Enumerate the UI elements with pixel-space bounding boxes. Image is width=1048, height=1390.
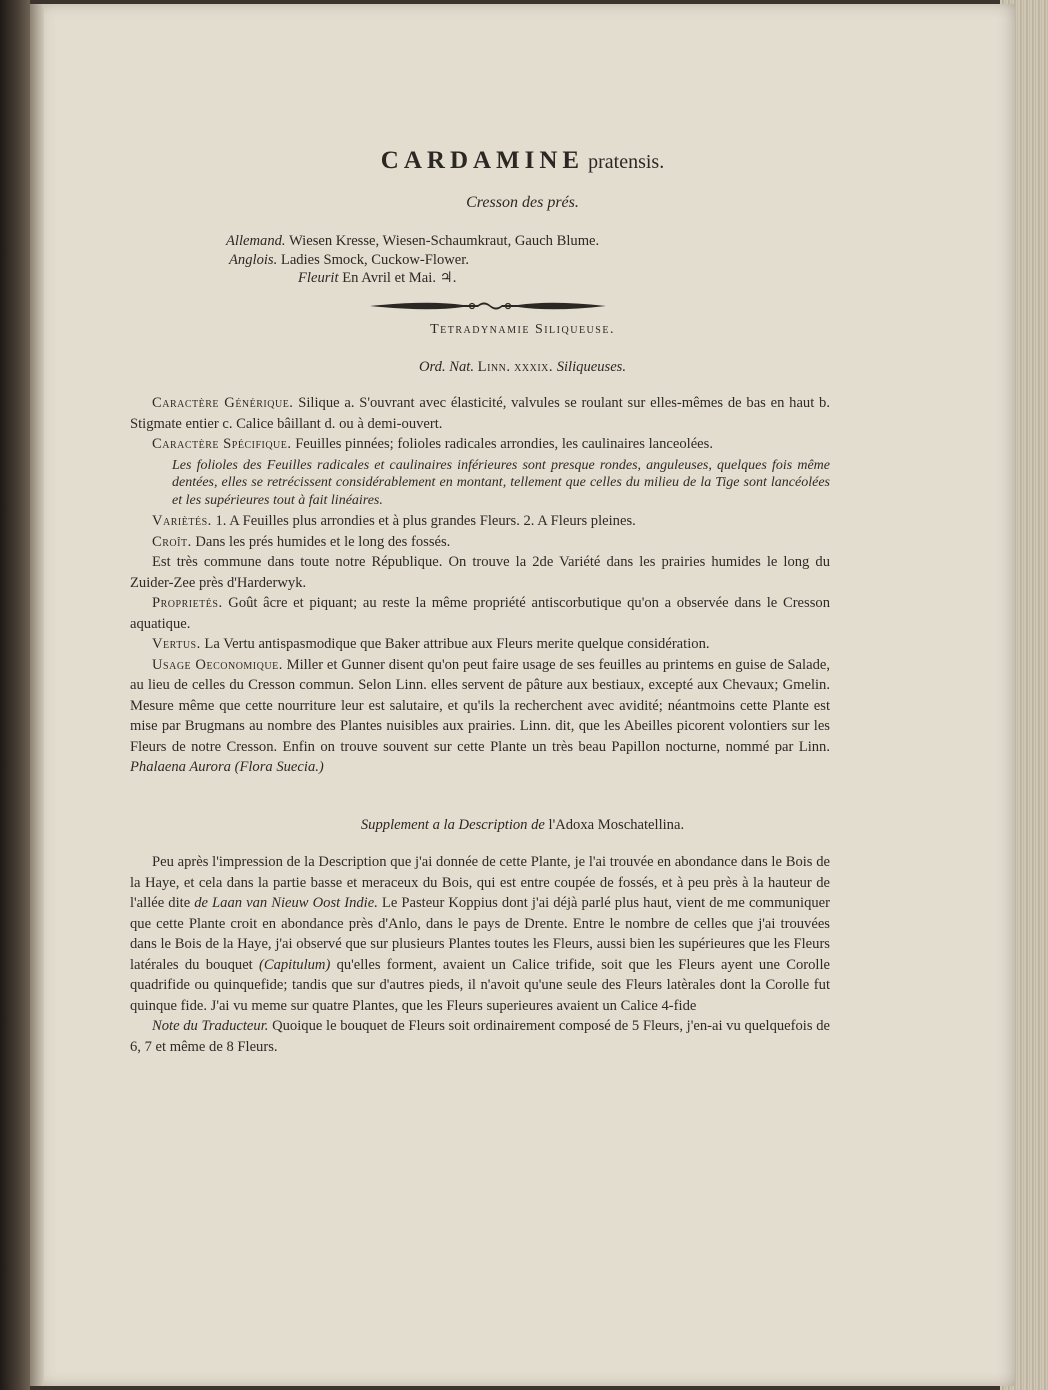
habitat — [130, 532, 830, 553]
background-desk — [0, 0, 30, 1390]
specific-label: Caractère Spécifique. — [152, 436, 292, 452]
supplement-italic-a: de Laan van Nieuw Oost Indie. — [190, 895, 378, 911]
economic-use — [130, 655, 830, 778]
label-flowering: Fleurit — [298, 270, 339, 286]
ordnat-number: xxxix. — [514, 359, 554, 375]
supplement-paragraph — [130, 852, 830, 1016]
varieties — [130, 511, 830, 532]
supplement-heading — [30, 817, 1015, 834]
page-title — [30, 147, 1015, 175]
translator-note-text: Quoique le bouquet de Fleurs soit ordinairement composé de 5 Fleurs, j'en-ai vu quelquefois de 6, 7 et même de 8 Fleurs. — [130, 1018, 830, 1055]
generic-character — [130, 393, 830, 434]
specific-character — [130, 434, 830, 455]
names-flowering — [226, 269, 599, 288]
translator-note — [130, 1016, 830, 1057]
translator-note-label: Note du Traducteur. — [152, 1018, 269, 1034]
properties — [130, 593, 830, 634]
names-english — [226, 251, 599, 270]
supplement-text-c: qu'elles forment, avaient un Calice trifide, soit que les Fleurs ayent une Corolle quadrifide ou quinquefide; tandis que sur d'autres pieds, il n'avoit qu'une seule des Fleurs latèrales dont la Corolle fut quinque fide. J'ai vu meme sur quatre Plantes, que les Fleurs superieures avaient un Calice 4-fide — [130, 956, 830, 1014]
ordnat-linn: Linn. — [477, 359, 511, 375]
virtues — [130, 634, 830, 655]
common-name: Cresson des prés. — [466, 194, 579, 211]
text-flowering: En Avril et Mai. ♃. — [342, 270, 457, 286]
varieties-text: 1. A Feuilles plus arrondies et à plus grandes Fleurs. 2. A Fleurs pleines. — [211, 513, 636, 529]
description-body — [130, 393, 830, 778]
title-genus: CARDAMINE — [380, 147, 585, 174]
supplement-text-b: Le Pasteur Koppius dont j'ai déjà parlé plus haut, vient de me communiquer que cette Plante croit en abondance près d'Anlo, dans le pays de Drente. Entre le nombre de celles que j'ai trouvées dans le Bois de la Haye, j'ai observé que sur plusieurs Plantes toutes les Fleurs, aussi bien les supérieures que les Fleurs latérales du bouquet — [130, 895, 830, 973]
label-german: Allemand. — [226, 233, 286, 249]
specific-text: Feuilles pinnées; folioles radicales arrondies, les caulinaires lanceolées. — [291, 436, 713, 452]
properties-text: Goût âcre et piquant; au reste la même propriété antiscorbutique qu'on a observée dans le Cresson aquatique. — [130, 595, 830, 632]
ordnat-label: Ord. Nat. — [418, 359, 474, 375]
varieties-label: Variètés. — [152, 513, 212, 529]
names-german — [226, 232, 599, 251]
vernacular-names — [226, 232, 599, 288]
supplement-body — [130, 852, 830, 1057]
supplement-italic-b: (Capitulum) — [252, 956, 331, 973]
ornament-divider-icon — [368, 296, 608, 316]
habitat-label: Croît. — [152, 533, 192, 550]
label-english: Anglois. — [229, 251, 278, 268]
economic-label: Usage Oeconomique. — [152, 656, 283, 673]
generic-label: Caractère Générique. — [152, 395, 294, 411]
ordnat-family: Siliqueuses. — [556, 359, 627, 375]
generic-text: Silique a. S'ouvrant avec élasticité, valvules se roulant sur elles-mêmes de bas en haut b. Stigmate entier c. Calice bâillant d. ou à demi-ouvert. — [130, 395, 831, 432]
habitat-text: Dans les prés humides et le long des fossés. — [191, 533, 451, 550]
book-page — [30, 4, 1015, 1386]
supplement-heading-rest: l'Adoxa Moschatellina. — [544, 817, 685, 833]
virtues-text: La Vertu antispasmodique que Baker attribue aux Fleurs merite quelque considération. — [200, 636, 710, 652]
supplement-text-a: Peu après l'impression de la Description que j'ai donnée de cette Plante, je l'ai trouvée en abondance dans le Bois de la Haye, et cela dans la partie basse et meraceux du Bois, qui est entre coupée de fossés, et à peu près à la hauteur de l'allée dite — [130, 854, 830, 911]
text-english: Ladies Smock, Cuckow-Flower. — [280, 251, 469, 268]
economic-text: Miller et Gunner disent qu'on peut faire usage de ses feuilles au printems en guise de Salade, au lieu de celles du Cresson commun. Selon Linn. elles servent de pâture aux bestiaux, excepté aux Chevaux; Gmelin. Mesure même que cette nourriture leur est salutaire, et qu'ils la recherchent avec avidité; néantmoins cette Plante est mise par Brugmans au nombre des Plantes nuisibles aux prairies. Linn. dit, que les Abeilles picorent volontiers sur les Fleurs de notre Cresson. Enfin on trouve souvent sur cette Plante un très beau Papillon nocturne, nommé par Linn. — [130, 656, 830, 755]
natural-order — [30, 359, 1015, 376]
economic-italic: Phalaena Aurora (Flora Suecia.) — [130, 759, 324, 775]
text-german: Wiesen Kresse, Wiesen-Schaumkraut, Gauch Blume. — [288, 233, 600, 249]
classification-heading: Tetradynamie Siliqueuse. — [430, 322, 615, 337]
properties-label: Proprietés. — [152, 595, 223, 611]
leaf-note: Les folioles des Feuilles radicales et caulinaires inférieures sont presque rondes, anguleuses, quelques fois même dentées, elles se retrécissent considérablement en montant, tellement que celles du milieu de la Tige sont lancéolées et les supérieures tout à fait linéaires. — [172, 457, 830, 508]
distribution: Est très commune dans toute notre République. On trouve la 2de Variété dans les prairies humides le long du Zuider-Zee près d'Harderwyk. — [130, 554, 830, 591]
title-species: pratensis. — [588, 151, 665, 173]
supplement-heading-italic: Supplement a la Description de — [360, 817, 545, 833]
virtues-label: Vertus. — [152, 636, 201, 652]
